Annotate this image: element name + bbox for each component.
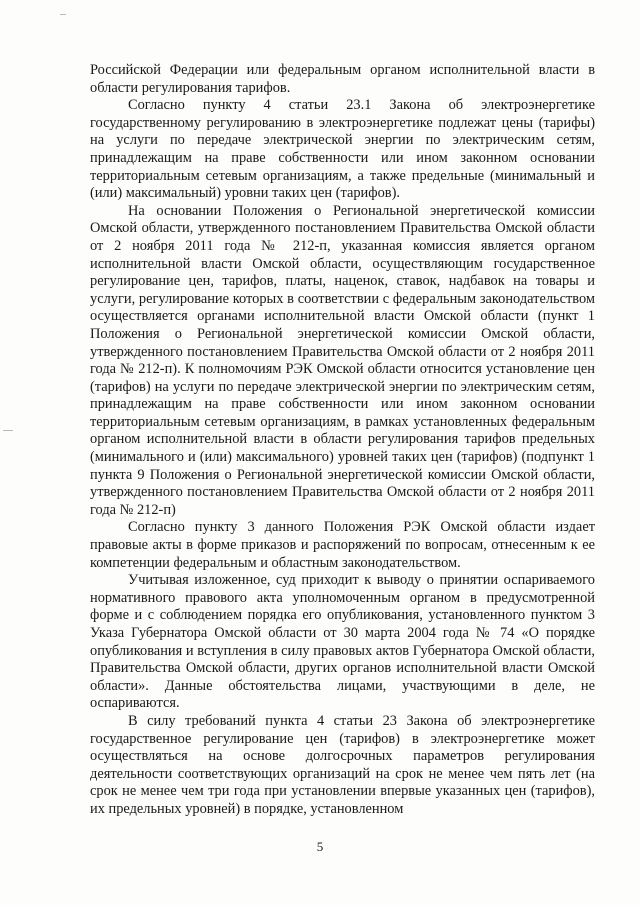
scan-speck	[60, 14, 66, 15]
paragraph: В силу требований пункта 4 статьи 23 Закона об электроэнергетике государственное регулирование цен (тарифов) в электроэнергетике может осуществляться на основе долгосрочных параметров регулирования деятельности соответствующих организаций на срок не менее чем пять лет (на срок не менее чем три года при установлении впервые указанных цен (тарифов), их предельных уровней) в порядке, установленном	[90, 712, 595, 817]
paragraph: Согласно пункту 4 статьи 23.1 Закона об электроэнергетике государственному регулированию в электроэнергетике подлежат цены (тарифы) на услуги по передаче электрической энергии по электрическим сетям, принадлежащим на праве собственности или ином законном основании территориальным сетевым организациям, а также предельные (минимальный и (или) максимальный) уровни таких цен (тарифов).	[90, 97, 595, 202]
paragraph: На основании Положения о Региональной энергетической комиссии Омской области, утвержденного постановлением Правительства Омской области от 2 ноября 2011 года № 212-п, указанная комиссия является органом исполнительной власти Омской области, осуществляющим государственное регулирование цен, тарифов, платы, наценок, ставок, надбавок на товары и услуги, регулирование которых в соответствии с федеральным законодательством осуществляется органами исполнительной власти Омской области (пункт 1 Положения о Региональной энергетической комиссии Омской области, утвержденного постановлением Правительства Омской области от 2 ноября 2011 года № 212-п). К полномочиям РЭК Омской области относится установление цен (тарифов) на услуги по передаче электрической энергии по электрическим сетям, принадлежащим на праве собственности или ином законном основании территориальным сетевым организациям, в рамках установленных федеральным органом исполнительной власти в области регулирования тарифов предельных (минимального и (или) максимального) уровней таких цен (тарифов) (подпункт 1 пункта 9 Положения о Региональной энергетической комиссии Омской области, утвержденного постановлением Правительства Омской области от 2 ноября 2011 года № 212-п)	[90, 202, 595, 518]
page-number: 5	[316, 839, 324, 854]
paragraph: Учитывая изложенное, суд приходит к выводу о принятии оспариваемого нормативного правового акта уполномоченным органом в предусмотренной форме и с соблюдением порядка его опубликования, установленного пунктом 3 Указа Губернатора Омской области от 30 марта 2004 года № 74 «О порядке опубликования и вступления в силу правовых актов Губернатора Омской области, Правительства Омской области, других органов исполнительной власти Омской области». Данные обстоятельства лицами, участвующими в деле, не оспариваются.	[90, 572, 595, 712]
scan-speck	[3, 430, 13, 431]
paragraph: Российской Федерации или федеральным органом исполнительной власти в области регулирования тарифов.	[90, 62, 595, 96]
paragraph: Согласно пункту 3 данного Положения РЭК Омской области издает правовые акты в форме приказов и распоряжений по вопросам, отнесенным к ее компетенции федеральным и областным законодательством.	[90, 519, 595, 571]
document-body	[90, 62, 595, 819]
